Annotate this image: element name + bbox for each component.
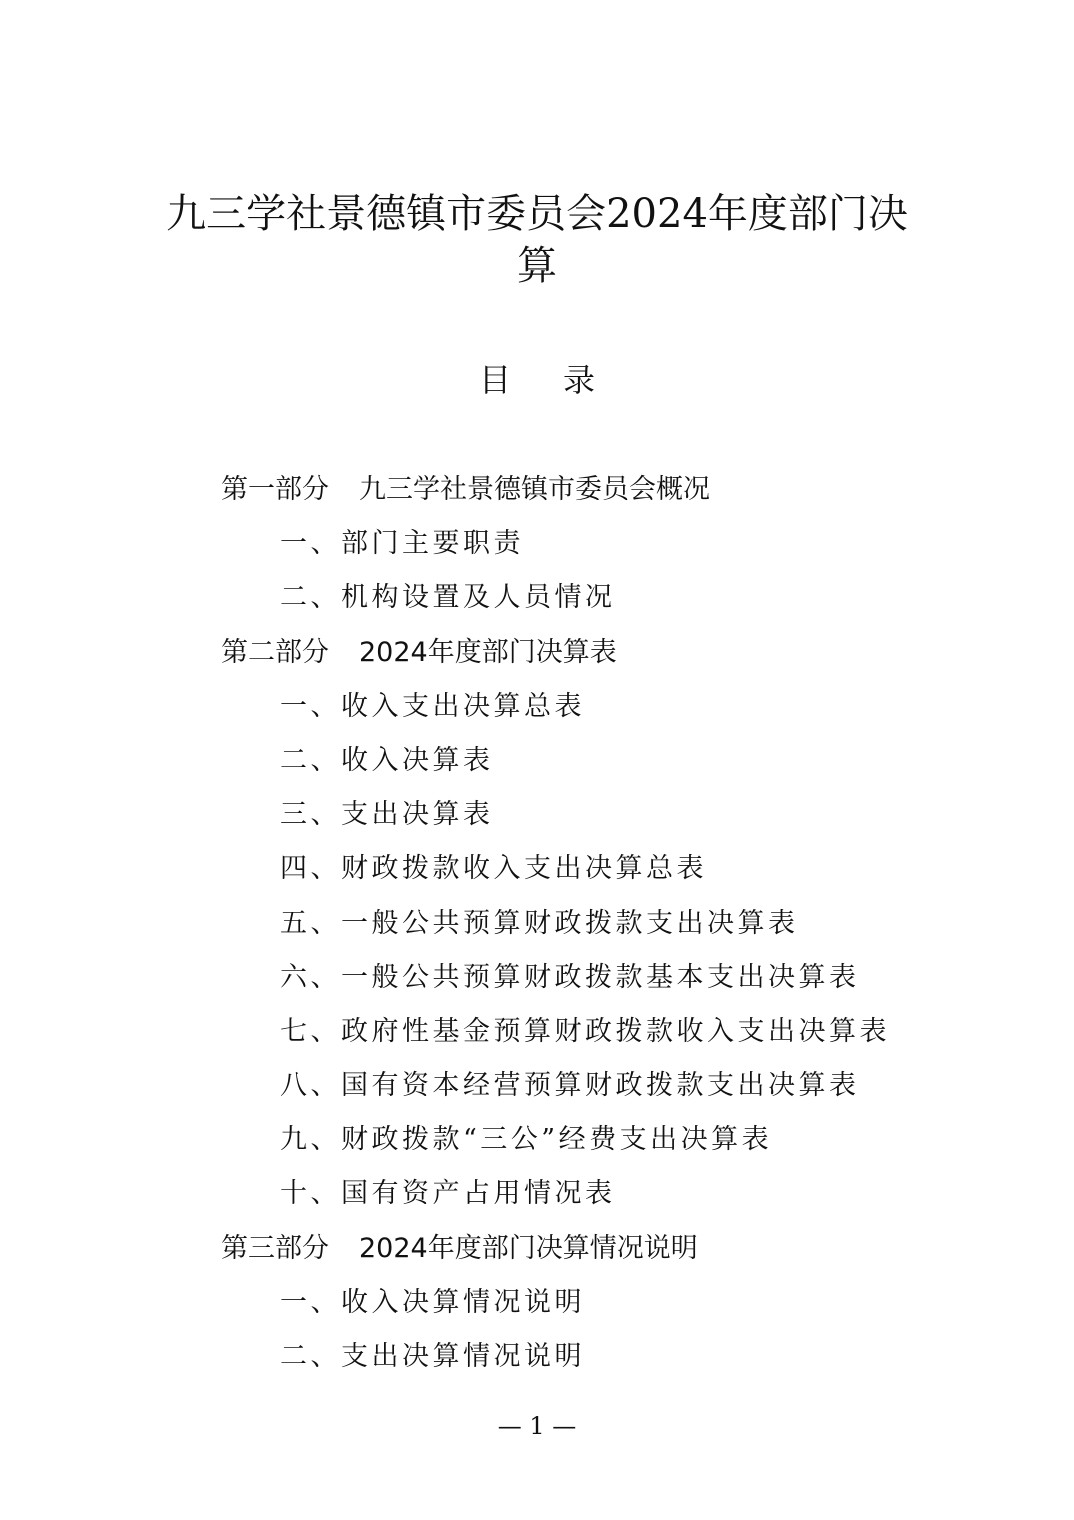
toc-part-title: 2024年度部门决算表 bbox=[359, 636, 617, 668]
toc-heading: 目录 bbox=[478, 361, 647, 399]
toc-item: 四、财政拨款收入支出决算总表 bbox=[280, 853, 707, 885]
toc-item: 三、支出决算表 bbox=[280, 799, 494, 831]
toc-item: 十、国有资产占用情况表 bbox=[280, 1178, 616, 1210]
toc-part-number: 第三部分 bbox=[221, 1232, 329, 1264]
toc-item: 二、机构设置及人员情况 bbox=[280, 582, 616, 614]
document-title bbox=[120, 188, 954, 292]
toc-part-title: 2024年度部门决算情况说明 bbox=[359, 1232, 698, 1264]
toc-item: 一、部门主要职责 bbox=[280, 528, 524, 560]
toc-item: 七、政府性基金预算财政拨款收入支出决算表 bbox=[280, 1015, 890, 1047]
toc-item: 一、收入决算情况说明 bbox=[280, 1286, 585, 1318]
toc-part-title: 九三学社景德镇市委员会概况 bbox=[359, 474, 710, 505]
document-title-line-1: 九三学社景德镇市委员会2024年度部门决 bbox=[166, 191, 908, 237]
toc-item: 九、财政拨款“三公”经费支出决算表 bbox=[280, 1124, 773, 1156]
toc-item: 二、收入决算表 bbox=[280, 744, 494, 776]
toc-item: 一、收入支出决算总表 bbox=[280, 690, 585, 722]
toc-item: 二、支出决算情况说明 bbox=[280, 1341, 585, 1372]
toc-part-2 bbox=[0, 626, 1074, 680]
table-of-contents bbox=[0, 463, 1074, 1384]
page-number: — 1 — bbox=[497, 1412, 577, 1440]
toc-part-number: 第一部分 bbox=[221, 474, 329, 505]
toc-item: 八、国有资本经营预算财政拨款支出决算表 bbox=[280, 1070, 860, 1102]
toc-part-3 bbox=[0, 1222, 1074, 1276]
toc-part-number: 第二部分 bbox=[221, 636, 329, 668]
toc-item: 六、一般公共预算财政拨款基本支出决算表 bbox=[280, 961, 860, 993]
toc-part-1 bbox=[0, 463, 1074, 517]
toc-item: 五、一般公共预算财政拨款支出决算表 bbox=[280, 907, 799, 939]
document-title-line-2: 算 bbox=[517, 243, 557, 289]
